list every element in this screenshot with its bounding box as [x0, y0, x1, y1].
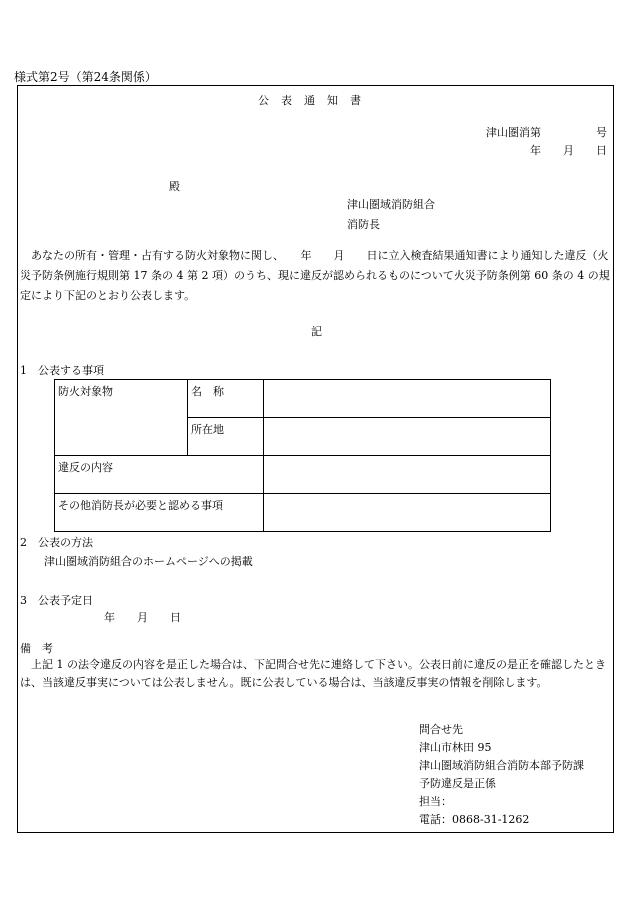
- section2-heading: 2 公表の方法: [20, 536, 93, 549]
- document-number: 津山圏消第 号: [486, 126, 607, 139]
- ki-heading: 記: [311, 325, 322, 338]
- section3-content: 年 月 日: [104, 611, 181, 624]
- cell-location-value: [264, 418, 551, 456]
- form-number-label: 様式第2号（第24条関係）: [14, 70, 157, 84]
- document-title: 公表通知書: [258, 94, 373, 107]
- notice-body: あなたの所有・管理・占有する防火対象物に関し、 年 月 日に立入検査結果通知書により通知した違反（火災予防条例施行規則第 17 条の 4 第 2 項）のうち、現に違反が認められるものについて火災予防条例第 60 条の 4 の規定により下記のとおり公表します。: [20, 249, 610, 302]
- contact-section: 予防違反是正係: [419, 777, 496, 790]
- contact-label: 問合せ先: [419, 723, 463, 736]
- contact-department: 津山圏域消防組合消防本部予防課: [419, 759, 584, 772]
- contact-address: 津山市林田 95: [419, 741, 492, 754]
- section1-heading: 1 公表する事項: [20, 364, 104, 377]
- cell-violation-value: [264, 456, 551, 494]
- cell-violation-label: 違反の内容: [55, 456, 264, 494]
- cell-target-label: 防火対象物: [55, 380, 188, 456]
- disclosure-items-table: [54, 379, 551, 532]
- cell-name-value: [264, 380, 551, 418]
- addressee-suffix: 殿: [169, 180, 180, 193]
- contact-block: [419, 721, 584, 829]
- cell-other-value: [264, 494, 551, 532]
- issue-date: 年 月 日: [530, 144, 607, 157]
- sender-title: 消防長: [347, 218, 380, 231]
- remarks-heading: 備 考: [20, 642, 53, 655]
- section2-content: 津山圏域消防組合のホームページへの掲載: [44, 555, 253, 568]
- contact-person: 担当：: [419, 795, 452, 808]
- contact-phone: 電話：0868-31-1262: [419, 813, 530, 826]
- cell-name-label: 名 称: [188, 380, 264, 418]
- remarks-text: 上記 1 の法令違反の内容を是正した場合は、下記問合せ先に連絡して下さい。公表日前に違反の是正を確認したときは、当該違反事実については公表しません。既に公表している場合は、当該違反事実の情報を削除します。: [20, 658, 606, 689]
- notice-frame: [17, 85, 614, 833]
- sender-organization: 津山圏域消防組合: [347, 198, 435, 211]
- cell-location-label: 所在地: [188, 418, 264, 456]
- section3-heading: 3 公表予定日: [20, 594, 93, 607]
- cell-other-label: その他消防長が必要と認める事項: [55, 494, 264, 532]
